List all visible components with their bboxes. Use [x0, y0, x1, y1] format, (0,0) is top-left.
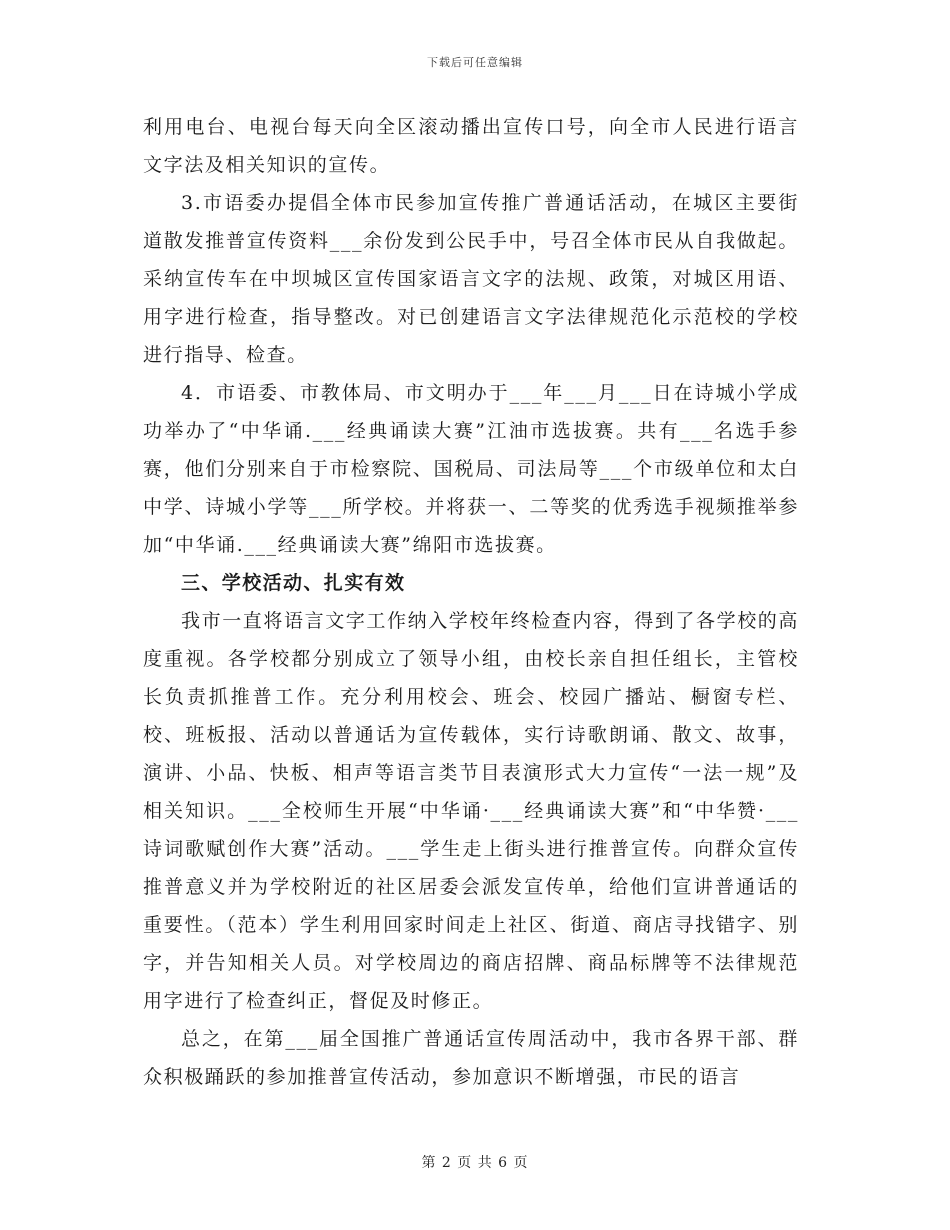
document-body [143, 108, 799, 1096]
page-number: 第 2 页 共 6 页 [421, 1155, 529, 1171]
paragraph-item-4: 4．市语委、市教体局、市文明办于___年___月___日在诗城小学成功举办了“中华诵.___经典诵读大赛”江油市选拔赛。共有___名选手参赛，他们分别来自于市检察院、国税局、司法局等___个市级单位和太白中学、诗城小学等___所学校。并将获一、二等奖的优秀选手视频推举参加“中华诵.___经典诵读大赛”绵阳市选拔赛。 [143, 382, 799, 556]
paragraph-item-3: 3.市语委办提倡全体市民参加宣传推广普通话活动，在城区主要街道散发推普宣传资料___余份发到公民手中，号召全体市民从自我做起。采纳宣传车在中坝城区宣传国家语言文字的法规、政策，对城区用语、用字进行检查，指导整改。对已创建语言文字法律规范化示范校的学校进行指导、检查。 [143, 192, 799, 366]
page-header: 下载后可任意编辑 [427, 56, 523, 69]
paragraph-school-activities: 我市一直将语言文字工作纳入学校年终检查内容，得到了各学校的高度重视。各学校都分别成立了领导小组，由校长亲自担任组长，主管校长负责抓推普工作。充分利用校会、班会、校园广播站、橱窗专栏、校、班板报、活动以普通话为宣传载体，实行诗歌朗诵、散文、故事，演讲、小品、快板、相声等语言类节目表演形式大力宣传“一法一规”及相关知识。___全校师生开展“中华诵·___经典诵读大赛”和“中华赞·___诗词歌赋创作大赛”活动。___学生走上街头进行推普宣传。向群众宣传推普意义并为学校附近的社区居委会派发宣传单，给他们宣讲普通话的重要性。（范本）学生利用回家时间走上社区、街道、商店寻找错字、别字，并告知相关人员。对学校周边的商店招牌、商品标牌等不法律规范用字进行了检查纠正，督促及时修正。 [143, 610, 800, 1012]
section-heading: 三、学校活动、扎实有效 [181, 572, 406, 594]
paragraph-continuation: 利用电台、电视台每天向全区滚动播出宣传口号，向全市人民进行语言文字法及相关知识的宣传。 [143, 116, 799, 176]
paragraph-summary: 总之，在第___届全国推广普通话宣传周活动中，我市各界干部、群众积极踊跃的参加推普宣传活动，参加意识不断增强，市民的语言 [143, 1028, 799, 1088]
